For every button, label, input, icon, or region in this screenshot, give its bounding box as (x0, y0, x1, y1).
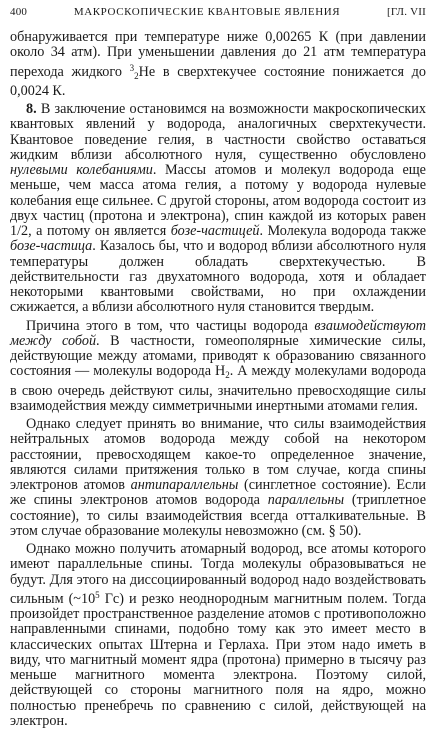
paragraph-interaction (10, 319, 426, 415)
subscript: 2 (134, 70, 139, 81)
chapter-marker: [ГЛ. VII (386, 6, 426, 18)
running-title: МАКРОСКОПИЧЕСКИЕ КВАНТОВЫЕ ЯВЛЕНИЯ (73, 6, 341, 18)
page-number: 400 (10, 6, 28, 18)
text-run: Однако следует принять во внимание, что силы взаимодействия нейтральных атомов водорода между собой на некотором расстоянии, превосходящем какое-то определенное значение, являются силами притяжения только в том случае, когда спины электронов атомов (10, 416, 426, 493)
text-run: Однако можно получить атомарный водород, все атомы которого имеют параллельные спины. Тогда молекулы образовываться не будут. Для этого на диссоциированный водород надо воздействовать сильным (~10 (10, 541, 426, 607)
text-run: обнаруживается при температуре ниже 0,00265 К (при давлении около 34 атм). При уменьшении давления до 21 атм температура перехода жидкого (10, 29, 426, 80)
text-run: . Массы атомов и молекул водорода еще меньше, чем масса атома гелия, а потому у водорода нулевые колебания еще сильнее. С другой стороны, атом водорода состоит из двух частиц (протона и электрона), спин каждой из которых равен 1/2, а потому он является (10, 162, 426, 239)
section-number: 8. (26, 101, 37, 117)
text-run: . В частности, гомеополярные химические силы, действующие между атомами, приводят к образованию связанного состояния — молекулы водорода H (10, 332, 426, 380)
text-run: Причина этого в том, что частицы водорода (26, 317, 315, 334)
text-run: . Казалось бы, что и водород вблизи абсолютного нуля температуры должен обладать сверхтекучестью. В действительности газ двухатомного водорода, хотя и обладает некоторыми квантовыми свойствами, но при охлаждении сжижается, а вблизи абсолютного нуля становится твердым. (10, 238, 426, 316)
text-run: . Молекула водорода также (259, 223, 426, 239)
text-run: Гс) и резко неоднородным магнитным полем. Тогда произойдет пространственное разделение атомов с противоположно направленными спинами, подобно тому как это имеет место в классических опытах Штерна и Герлаха. При этом надо иметь в виду, что магнитный момент ядра (протона) примерно в тысячу раз меньше магнитного момента электрона. Поэтому силой, действующей со стороны магнитного поля на ядро, можно полностью пренебречь по сравнению с силой, действующей на электрон. (10, 590, 426, 729)
emphasis: параллельны (267, 492, 345, 509)
emphasis: взаимодействуют между собой (10, 317, 426, 349)
emphasis: нулевыми колебаниями (10, 162, 153, 178)
emphasis: бозе-частицей (170, 223, 260, 239)
text-run: (синглетное состояние). Если же спины электронов атомов водорода (10, 477, 427, 509)
superscript: 3 (129, 62, 135, 73)
text-run: He в сверхтекучее состояние понижается до 0,0024 К. (10, 63, 426, 99)
paragraph-section-8 (10, 102, 426, 316)
superscript: 5 (95, 589, 100, 600)
text-run: (триплетное состояние), то силы взаимодействия всегда отталкивательные. В этом случае образование молекулы невозможно (см. § 50). (10, 492, 426, 539)
running-head (10, 6, 426, 26)
paragraph-continuation (10, 30, 426, 99)
emphasis: бозе-частица (10, 238, 93, 255)
text-run: . А между молекулами водорода в свою очередь действуют силы, значительно превосходящие силы взаимодействия между симметричными инертными атомами гелия. (10, 363, 426, 414)
subscript: 2 (225, 370, 230, 381)
text-run: В заключение остановимся на возможности макроскопических квантовых явлений у водорода, аналогичных сверхтекучести. Квантовое поведение гелия, в частности свойство оставаться жидким вблизи абсолютного нуля, существенно обусловлено (10, 101, 426, 163)
paragraph-atomic-hydrogen (10, 542, 426, 729)
paragraph-spin-forces (10, 417, 426, 539)
emphasis: антипараллельны (130, 477, 239, 493)
